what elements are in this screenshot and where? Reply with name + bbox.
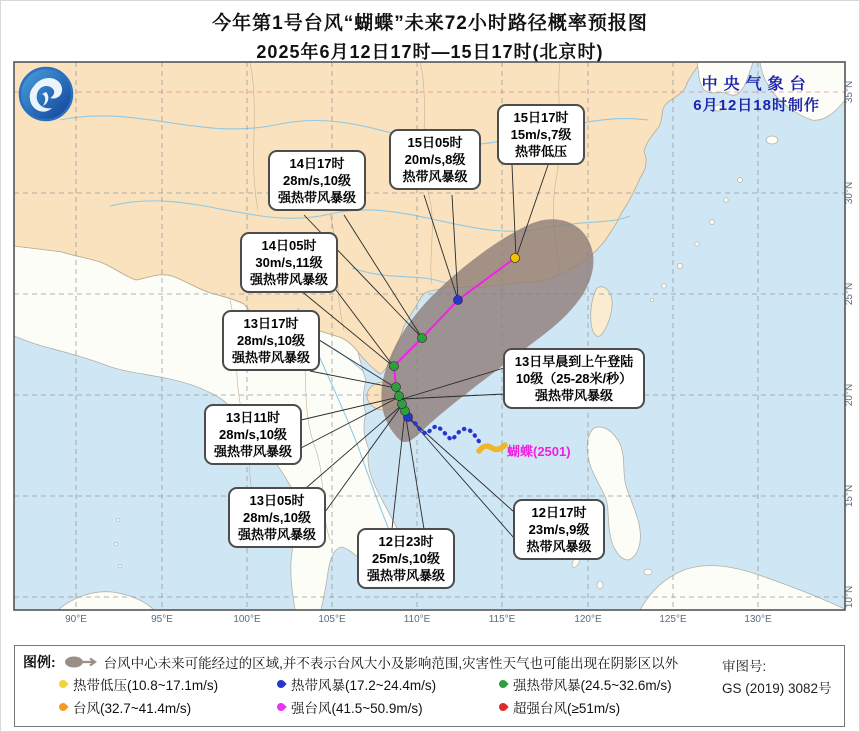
lat-label: 20°N (844, 383, 855, 407)
longitude-labels (65, 614, 772, 625)
legend-intensity-dot (497, 678, 508, 689)
lat-label: 30°N (844, 181, 855, 205)
legend-item-text: 台风(32.7~41.4m/s) (73, 701, 192, 716)
cone-legend-icon (64, 655, 98, 669)
callout-line: 13日17时 (243, 316, 299, 331)
callout-line: 强热带风暴级 (277, 190, 356, 206)
legend-item-text: 强台风(41.5~50.9m/s) (291, 701, 423, 716)
forecast-point-dot (395, 392, 404, 401)
callout-line: 15日05时 (407, 135, 463, 150)
callout-line: 20m/s,8级 (404, 152, 466, 168)
callout-line: 强热带风暴级 (231, 350, 310, 366)
legend-item (499, 674, 739, 694)
lat-label: 15°N (844, 484, 855, 508)
forecast-point-dot (454, 296, 463, 305)
legend-item (59, 697, 277, 717)
callout-p13d17 (222, 310, 320, 371)
watermark-agency: 中央气象台 (701, 76, 812, 93)
lon-label: 120°E (574, 614, 602, 625)
approval-label: 审图号: (722, 659, 767, 674)
legend-item (499, 697, 739, 717)
legend-item (277, 674, 499, 694)
legend-intensity-dot (275, 701, 286, 712)
storm-name-label: 蝴蝶(2501) (507, 444, 571, 459)
callout-line: 28m/s,10级 (283, 173, 351, 189)
watermark (693, 74, 820, 116)
lon-label: 115°E (488, 614, 516, 625)
legend-item-text: 强热带风暴(24.5~32.6m/s) (513, 678, 672, 693)
legend-intensity-dot (275, 678, 286, 689)
callout-p15d05 (389, 129, 481, 190)
callout-line: 10级（25-28米/秒） (515, 371, 633, 387)
forecast-point-dot (398, 400, 407, 409)
callout-line: 热带低压 (514, 144, 567, 160)
lon-label: 130°E (744, 614, 772, 625)
forecast-point-dot (418, 334, 427, 343)
callout-line: 12日17时 (531, 505, 587, 520)
callout-line: 28m/s,10级 (243, 510, 311, 526)
callout-line: 30m/s,11级 (255, 255, 323, 271)
callout-line: 热带风暴级 (526, 539, 592, 555)
legend-intensity-dot (497, 701, 508, 712)
callout-line: 15日17时 (513, 110, 569, 125)
callout-line: 14日17时 (289, 156, 345, 171)
callout-line: 28m/s,10级 (237, 333, 305, 349)
legend-item-text: 热带低压(10.8~17.1m/s) (73, 678, 219, 693)
lat-label: 10°N (844, 585, 855, 609)
callout-p12d23 (357, 528, 455, 589)
callout-p13d11 (204, 404, 302, 465)
callout-line: 15m/s,7级 (510, 127, 572, 143)
storm-genesis-marker (479, 445, 505, 451)
legend-item-text: 热带风暴(17.2~24.4m/s) (291, 678, 437, 693)
callout-line: 强热带风暴级 (213, 444, 292, 460)
legend-intensity-dot (57, 678, 68, 689)
map-title: 今年第1号台风“蝴蝶”未来72小时路径概率预报图 (212, 13, 648, 34)
watermark-made-at: 6月12日18时制作 (693, 96, 820, 114)
lon-label: 100°E (233, 614, 261, 625)
callout-line: 14日05时 (261, 238, 317, 253)
legend-item (277, 697, 499, 717)
lon-label: 95°E (151, 614, 173, 625)
lon-label: 110°E (403, 614, 431, 625)
land-kyushu-islet (766, 136, 778, 144)
cma-logo (20, 68, 72, 120)
legend-cone-text: 台风中心未来可能经过的区域,并不表示台风大小及影响范围,灾害性天气也可能出现在阴影区以外 (103, 656, 679, 671)
forecast-point-dot (392, 383, 401, 392)
callout-line: 13日早晨到上午登陆 (514, 354, 634, 369)
lon-label: 125°E (659, 614, 687, 625)
callout-line: 28m/s,10级 (219, 427, 287, 443)
callout-p14d17 (268, 150, 366, 211)
callout-p12d17 (513, 499, 605, 560)
legend-item (59, 674, 277, 694)
map-subtitle-daterange: 2025年6月12日17时—15日17时(北京时) (256, 42, 604, 62)
lat-label: 35°N (844, 80, 855, 104)
legend-item-text: 超强台风(≥51m/s) (513, 701, 621, 716)
lon-label: 105°E (318, 614, 346, 625)
forecast-point-dot (511, 254, 520, 263)
callout-line: 25m/s,10级 (372, 551, 440, 567)
approval-box (710, 645, 845, 727)
callout-line: 强热带风暴级 (534, 388, 613, 404)
legend-title: 图例: (23, 654, 56, 670)
callout-line: 强热带风暴级 (237, 527, 316, 543)
callout-line: 23m/s,9级 (528, 522, 590, 538)
callout-line: 强热带风暴级 (366, 568, 445, 584)
legend-panel (14, 645, 711, 727)
callout-p13d05 (228, 487, 326, 548)
callout-p14d05 (240, 232, 338, 293)
callout-line: 12日23时 (378, 534, 434, 549)
lat-label: 25°N (844, 282, 855, 306)
legend-intensity-dot (57, 701, 68, 712)
lon-label: 90°E (65, 614, 87, 625)
callout-line: 13日11时 (225, 410, 281, 425)
forecast-point-dot (390, 362, 399, 371)
callout-line: 强热带风暴级 (249, 272, 328, 288)
callout-p15d17 (497, 104, 585, 165)
callout-landfall (503, 348, 645, 409)
approval-number: GS (2019) 3082号 (722, 680, 832, 696)
callout-line: 13日05时 (249, 493, 305, 508)
callout-line: 热带风暴级 (402, 169, 468, 185)
